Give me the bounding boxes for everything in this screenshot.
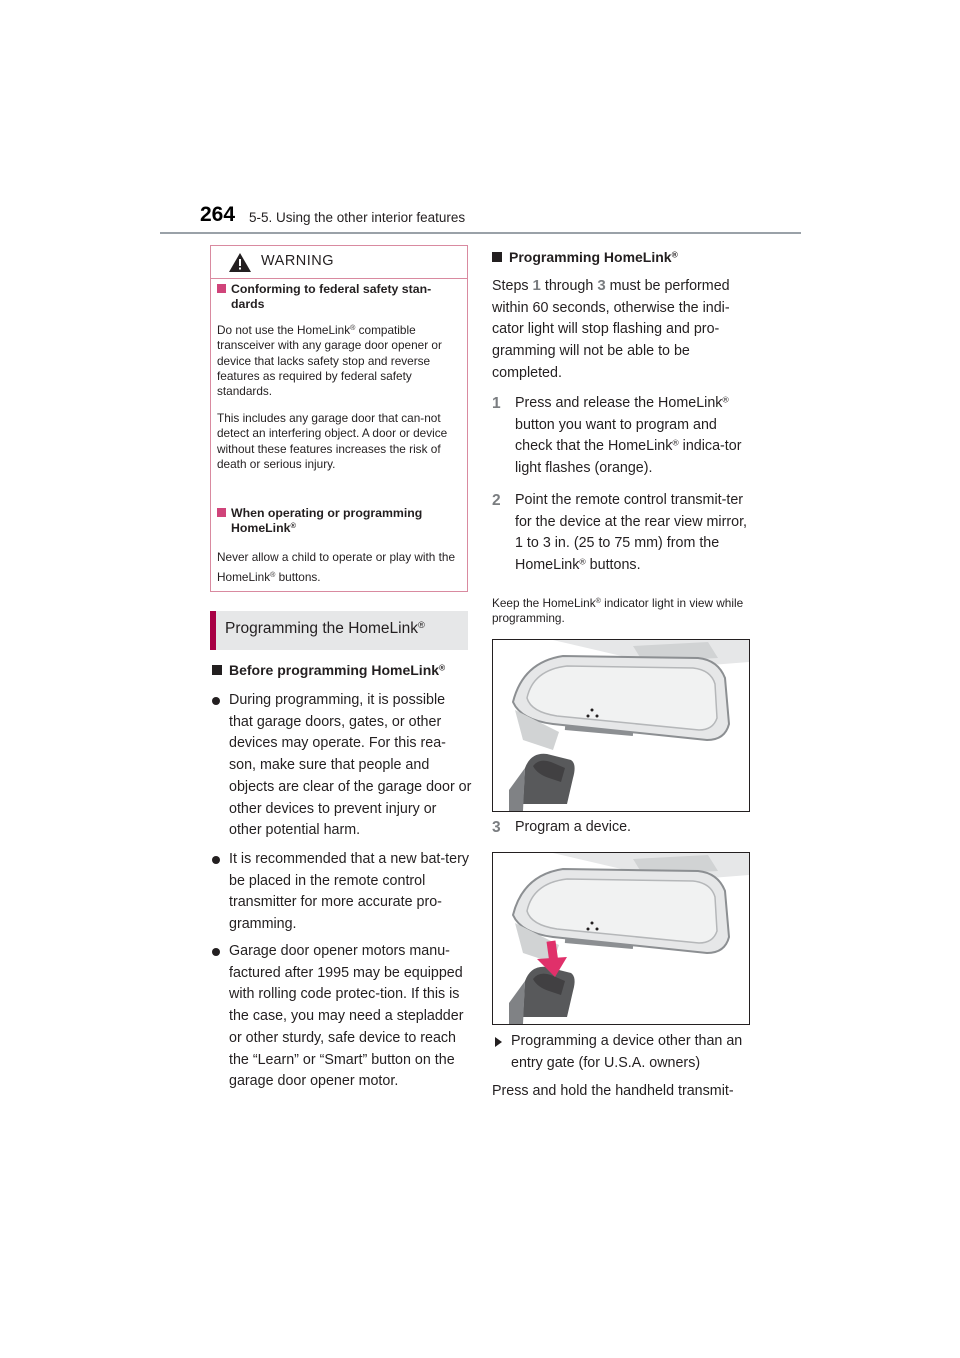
intro-text: through (540, 278, 598, 294)
step-item (492, 393, 754, 480)
mirror-illustration-1 (492, 639, 750, 812)
square-marker-icon (217, 284, 226, 293)
bullet-item (212, 941, 472, 1093)
bullet-item (212, 690, 472, 842)
continuation-text: Press and hold the handheld transmit- (492, 1083, 734, 1099)
indicator-note: Keep the HomeLink® indicator light in view while programming. (492, 596, 744, 625)
warning-paragraph-1: Do not use the HomeLink® compatible transceiver with any garage door opener or device that lacks safety stop and reverse features as required by federal safety standards. (217, 323, 442, 399)
programming-homelink-heading-text: Programming HomeLink® (509, 249, 678, 265)
bullet-dot-icon (212, 948, 220, 956)
warning-title: WARNING (261, 253, 335, 269)
warning-paragraph-3: Never allow a child to operate or play with the HomeLink® buttons. (217, 550, 456, 584)
step-number: 3 (492, 819, 501, 836)
square-marker-icon (492, 252, 502, 262)
step-ref: 3 (597, 277, 606, 294)
section-heading: Programming the HomeLink® (225, 619, 425, 637)
triangle-marker-icon (495, 1037, 502, 1047)
step-item (492, 490, 754, 577)
bullet-text: Garage door opener motors manu-factured after 1995 may be equipped with rolling code protec-tion. If this is the case, you may need a stepladder or other sturdy, safe device to reach the “Learn” or “Smart” button on the garage door opener motor. (229, 943, 464, 1090)
warning-box (210, 245, 468, 592)
square-marker-icon (212, 665, 222, 675)
warning-subsection-heading-2 (217, 506, 465, 536)
warning-subsection-heading-1 (217, 282, 465, 312)
before-programming-heading (212, 662, 445, 678)
square-marker-icon (217, 508, 226, 517)
bullet-dot-icon (212, 697, 220, 705)
before-programming-heading-text: Before programming HomeLink® (229, 662, 446, 678)
warning-header (211, 246, 467, 279)
section-title: 5-5. Using the other interior features (249, 210, 466, 225)
mirror-illustration-2 (492, 852, 750, 1025)
warning-triangle-icon (229, 253, 251, 272)
header-rule (160, 232, 801, 234)
bullet-dot-icon (212, 856, 220, 864)
intro-text: Steps (492, 278, 533, 294)
step-number: 2 (492, 492, 501, 509)
section-heading-box (210, 611, 468, 650)
intro-text: must be performed within 60 seconds, otherwise the indi-cator light will stop flashing and pro-gramming will not be able to be completed. (492, 278, 730, 381)
warning-heading-text: When operating or programming HomeLink® (231, 506, 423, 535)
bullet-item (212, 849, 472, 936)
step-text: Point the remote control transmit-ter for the device at the rear view mirror, 1 to 3 in. (25 to 75 mm) from the HomeLink® buttons. (515, 492, 748, 574)
bullet-text: It is recommended that a new bat-tery be placed in the remote control transmitter for more accurate pro-gramming. (229, 851, 469, 933)
step-text: Program a device. (515, 819, 632, 835)
step-text: Press and release the HomeLink® button you want to program and check that the HomeLink® indica-tor light flashes (orange). (515, 394, 742, 477)
option-text: Programming a device other than an entry gate (for U.S.A. owners) (511, 1033, 743, 1071)
programming-homelink-heading (492, 249, 678, 265)
step-ref: 1 (532, 277, 541, 294)
warning-heading-text: Conforming to federal safety stan-dards (231, 282, 432, 311)
step-number: 1 (492, 395, 501, 412)
page-number: 264 (200, 203, 236, 226)
bullet-text: During programming, it is possible that garage doors, gates, or other devices may operate. For this rea-son, make sure that people and objects are clear of the garage door or other devices to prevent injury or other potential harm. (229, 692, 472, 839)
option-item (495, 1031, 750, 1074)
programming-intro (492, 275, 754, 385)
step-item (492, 817, 754, 839)
warning-paragraph-2: This includes any garage door that can-not detect an interfering object. A door or device without these features increases the risk of death or serious injury. (217, 411, 448, 471)
